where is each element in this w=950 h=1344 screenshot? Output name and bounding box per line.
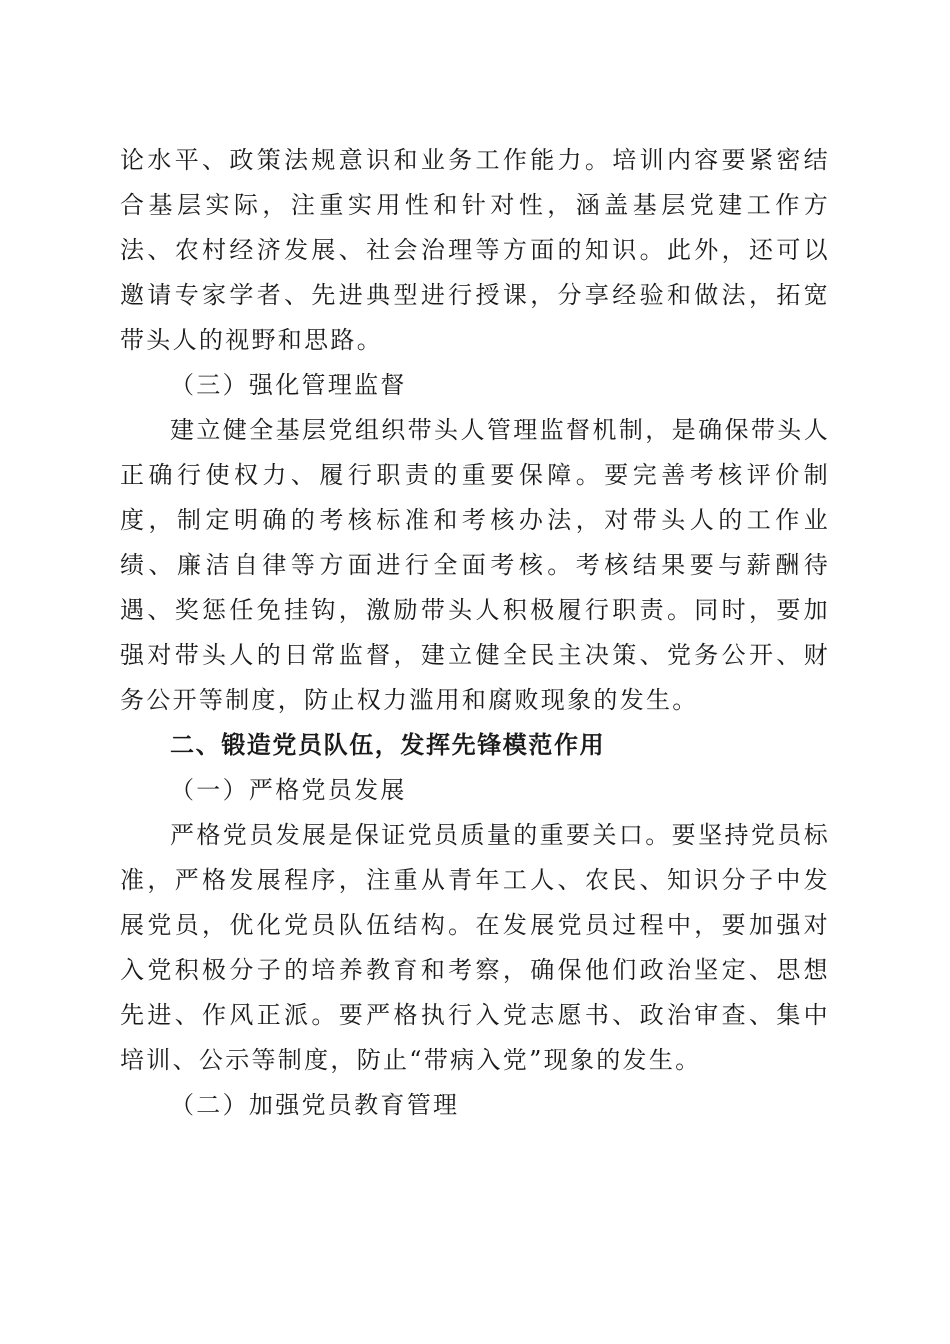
paragraph-training-continued: 论水平、政策法规意识和业务工作能力。培训内容要紧密结合基层实际，注重实用性和针对性，涵盖基层党建工作方法、农村经济发展、社会治理等方面的知识。此外，还可以邀请专家学者、先进典型进行授课，分享经验和做法，拓宽带头人的视野和思路。 [120, 146, 830, 354]
subheading-education-management: （二）加强党员教育管理 [170, 1091, 460, 1119]
paragraph-member-development: 严格党员发展是保证党员质量的重要关口。要坚持党员标准，严格发展程序，注重从青年工人、农民、知识分子中发展党员，优化党员队伍结构。在发展党员过程中，要加强对入党积极分子的培养教育和考察，确保他们政治坚定、思想先进、作风正派。要严格执行入党志愿书、政治审查、集中培训、公示等制度，防止“带病入党”现象的发生。 [120, 821, 830, 1074]
paragraph-supervision-mechanism: 建立健全基层党组织带头人管理监督机制，是确保带头人正确行使权力、履行职责的重要保障。要完善考核评价制度，制定明确的考核标准和考核办法，对带头人的工作业绩、廉洁自律等方面进行全面考核。考核结果要与薪酬待遇、奖惩任免挂钩，激励带头人积极履行职责。同时，要加强对带头人的日常监督，建立健全民主决策、党务公开、财务公开等制度，防止权力滥用和腐败现象的发生。 [120, 416, 830, 714]
document-body [120, 138, 830, 1128]
subheading-strict-development: （一）严格党员发展 [170, 776, 407, 804]
section-heading-party-members: 二、锻造党员队伍，发挥先锋模范作用 [170, 731, 606, 759]
subheading-strengthen-supervision: （三）强化管理监督 [170, 371, 407, 399]
